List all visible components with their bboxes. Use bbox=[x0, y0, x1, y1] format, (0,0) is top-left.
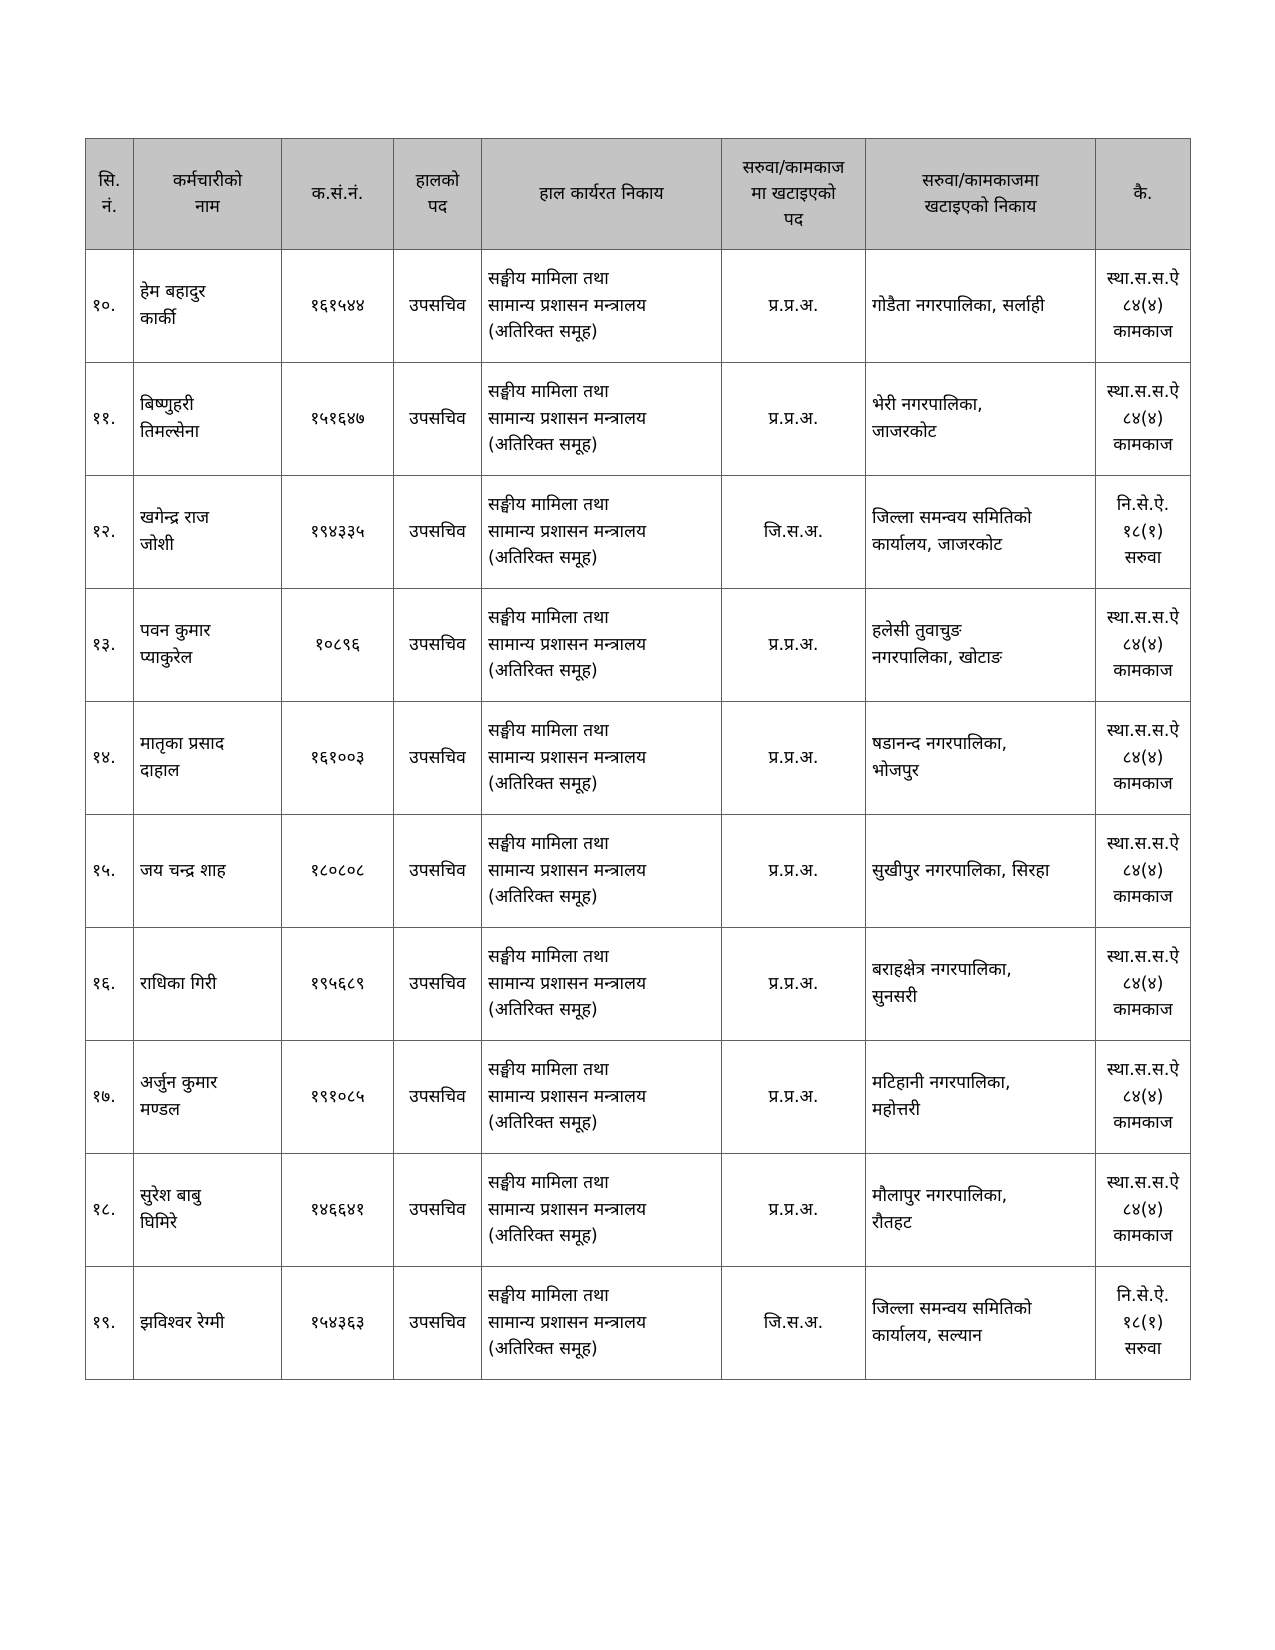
cell-serial-number: १०. bbox=[86, 250, 134, 363]
employee-transfer-table bbox=[85, 138, 1191, 1380]
transfer-office-line: रौतहट bbox=[872, 1213, 912, 1233]
transfer-office-line: जिल्ला समन्वय समितिको bbox=[872, 1299, 1032, 1320]
cell-employee-name bbox=[134, 476, 282, 589]
cell-serial-number: १२. bbox=[86, 476, 134, 589]
remark-line: ८४(४) bbox=[1122, 408, 1164, 429]
employee-name-line: हेम बहादुर bbox=[140, 282, 206, 303]
cell-remarks bbox=[1096, 363, 1191, 476]
current-office-line: (अतिरिक्त समूह) bbox=[488, 1113, 598, 1134]
cell-employee-id: १८०८०८ bbox=[282, 815, 394, 928]
cell-transfer-office bbox=[866, 250, 1096, 363]
remark-line: ८४(४) bbox=[1122, 1199, 1164, 1220]
cell-employee-name bbox=[134, 1267, 282, 1380]
current-office-line: सङ्घीय मामिला तथा bbox=[488, 947, 609, 968]
employee-name-line: राधिका गिरी bbox=[140, 973, 217, 994]
column-header-transfer-post bbox=[722, 139, 866, 250]
cell-serial-number: १७. bbox=[86, 1041, 134, 1154]
transfer-office-line: महोत्तरी bbox=[872, 1100, 921, 1120]
cell-transfer-office bbox=[866, 702, 1096, 815]
current-office-line: सामान्य प्रशासन मन्त्रालय bbox=[488, 973, 647, 994]
current-office-line: सङ्घीय मामिला तथा bbox=[488, 608, 609, 629]
cell-current-office bbox=[482, 363, 722, 476]
header-line: मा खटाइएको bbox=[751, 183, 836, 204]
cell-transfer-office bbox=[866, 1267, 1096, 1380]
cell-current-office bbox=[482, 476, 722, 589]
header-line: कै. bbox=[1133, 183, 1153, 204]
cell-current-office bbox=[482, 815, 722, 928]
cell-transfer-post: प्र.प्र.अ. bbox=[722, 250, 866, 363]
remark-line: ८४(४) bbox=[1122, 860, 1164, 881]
cell-employee-name bbox=[134, 815, 282, 928]
current-office-line: सङ्घीय मामिला तथा bbox=[488, 721, 609, 742]
transfer-office-line: मौलापुर नगरपालिका, bbox=[872, 1186, 1008, 1207]
employee-name-line: दाहाल bbox=[140, 761, 180, 781]
transfer-office-line: गोडैता नगरपालिका, सर्लाही bbox=[872, 295, 1045, 316]
employee-name-line: मण्डल bbox=[140, 1100, 181, 1120]
cell-employee-name bbox=[134, 928, 282, 1041]
current-office-line: सामान्य प्रशासन मन्त्रालय bbox=[488, 1199, 647, 1220]
current-office-line: सामान्य प्रशासन मन्त्रालय bbox=[488, 860, 647, 881]
current-office-line: (अतिरिक्त समूह) bbox=[488, 548, 598, 569]
current-office-line: सामान्य प्रशासन मन्त्रालय bbox=[488, 747, 647, 768]
cell-employee-name bbox=[134, 702, 282, 815]
cell-serial-number: ११. bbox=[86, 363, 134, 476]
cell-remarks bbox=[1096, 589, 1191, 702]
remark-line: १८(१) bbox=[1122, 521, 1164, 542]
remark-line: ८४(४) bbox=[1122, 634, 1164, 655]
header-line: सरुवा/कामकाज bbox=[742, 157, 845, 178]
cell-transfer-post: जि.स.अ. bbox=[722, 1267, 866, 1380]
current-office-line: सामान्य प्रशासन मन्त्रालय bbox=[488, 1312, 647, 1333]
cell-transfer-post: प्र.प्र.अ. bbox=[722, 815, 866, 928]
cell-employee-id: १६१००३ bbox=[282, 702, 394, 815]
column-header-serial-number bbox=[86, 139, 134, 250]
cell-current-post: उपसचिव bbox=[394, 815, 482, 928]
employee-name-line: खगेन्द्र राज bbox=[140, 508, 210, 529]
transfer-office-line: षडानन्द नगरपालिका, bbox=[872, 734, 1008, 755]
remark-line: कामकाज bbox=[1113, 1000, 1173, 1021]
remark-line: सरुवा bbox=[1124, 548, 1162, 569]
cell-transfer-office bbox=[866, 928, 1096, 1041]
cell-transfer-office bbox=[866, 815, 1096, 928]
remark-line: ८४(४) bbox=[1122, 295, 1164, 316]
cell-serial-number: १९. bbox=[86, 1267, 134, 1380]
cell-current-post: उपसचिव bbox=[394, 250, 482, 363]
cell-transfer-office bbox=[866, 589, 1096, 702]
cell-transfer-post: प्र.प्र.अ. bbox=[722, 363, 866, 476]
remark-line: कामकाज bbox=[1113, 774, 1173, 795]
remark-line: कामकाज bbox=[1113, 887, 1173, 908]
current-office-line: सङ्घीय मामिला तथा bbox=[488, 1286, 609, 1307]
current-office-line: (अतिरिक्त समूह) bbox=[488, 1339, 598, 1360]
column-header-remarks bbox=[1096, 139, 1191, 250]
employee-name-line: बिष्णुहरी bbox=[140, 395, 194, 416]
table-row bbox=[86, 250, 1191, 363]
remark-line: स्था.स.स.ऐ bbox=[1106, 382, 1180, 403]
cell-employee-id: १४६६४१ bbox=[282, 1154, 394, 1267]
cell-current-post: उपसचिव bbox=[394, 476, 482, 589]
transfer-office-line: कार्यालय, सल्यान bbox=[872, 1326, 983, 1346]
transfer-office-line: भोजपुर bbox=[872, 761, 919, 781]
cell-employee-name bbox=[134, 589, 282, 702]
cell-transfer-post: प्र.प्र.अ. bbox=[722, 589, 866, 702]
cell-employee-name bbox=[134, 1154, 282, 1267]
employee-name-line: जोशी bbox=[140, 535, 174, 555]
current-office-line: सङ्घीय मामिला तथा bbox=[488, 269, 609, 290]
header-line: पद bbox=[427, 197, 448, 217]
cell-serial-number: १८. bbox=[86, 1154, 134, 1267]
transfer-office-line: जाजरकोट bbox=[872, 422, 937, 442]
transfer-office-line: सुखीपुर नगरपालिका, सिरहा bbox=[872, 860, 1050, 881]
current-office-line: (अतिरिक्त समूह) bbox=[488, 774, 598, 795]
cell-current-post: उपसचिव bbox=[394, 1267, 482, 1380]
cell-current-office bbox=[482, 928, 722, 1041]
remark-line: सरुवा bbox=[1124, 1339, 1162, 1360]
employee-name-line: अर्जुन कुमार bbox=[140, 1073, 218, 1094]
cell-current-post: उपसचिव bbox=[394, 589, 482, 702]
cell-remarks bbox=[1096, 1267, 1191, 1380]
header-line: पद bbox=[783, 210, 804, 231]
current-office-line: सङ्घीय मामिला तथा bbox=[488, 495, 609, 516]
cell-remarks bbox=[1096, 928, 1191, 1041]
employee-name-line: सुरेश बाबु bbox=[140, 1186, 201, 1207]
remark-line: १८(१) bbox=[1122, 1312, 1164, 1333]
current-office-line: सामान्य प्रशासन मन्त्रालय bbox=[488, 521, 647, 542]
cell-serial-number: १६. bbox=[86, 928, 134, 1041]
cell-current-post: उपसचिव bbox=[394, 928, 482, 1041]
header-row bbox=[86, 139, 1191, 250]
cell-employee-id: १६१५४४ bbox=[282, 250, 394, 363]
table-row bbox=[86, 476, 1191, 589]
remark-line: नि.से.ऐ. bbox=[1116, 1286, 1170, 1307]
cell-remarks bbox=[1096, 815, 1191, 928]
cell-remarks bbox=[1096, 1041, 1191, 1154]
table-body bbox=[86, 250, 1191, 1380]
cell-current-office bbox=[482, 702, 722, 815]
employee-name-line: घिमिरे bbox=[140, 1213, 178, 1233]
cell-serial-number: १४. bbox=[86, 702, 134, 815]
current-office-line: सङ्घीय मामिला तथा bbox=[488, 834, 609, 855]
remark-line: कामकाज bbox=[1113, 322, 1173, 343]
current-office-line: सङ्घीय मामिला तथा bbox=[488, 382, 609, 403]
transfer-office-line: सुनसरी bbox=[872, 987, 918, 1007]
remark-line: कामकाज bbox=[1113, 1113, 1173, 1134]
cell-transfer-post: जि.स.अ. bbox=[722, 476, 866, 589]
cell-transfer-office bbox=[866, 363, 1096, 476]
current-office-line: सङ्घीय मामिला तथा bbox=[488, 1173, 609, 1194]
cell-remarks bbox=[1096, 702, 1191, 815]
column-header-current-office bbox=[482, 139, 722, 250]
cell-current-office bbox=[482, 250, 722, 363]
cell-transfer-post: प्र.प्र.अ. bbox=[722, 1041, 866, 1154]
cell-transfer-office bbox=[866, 1041, 1096, 1154]
current-office-line: सङ्घीय मामिला तथा bbox=[488, 1060, 609, 1081]
column-header-transfer-office bbox=[866, 139, 1096, 250]
cell-transfer-post: प्र.प्र.अ. bbox=[722, 1154, 866, 1267]
employee-name-line: झविश्वर रेग्मी bbox=[140, 1312, 225, 1333]
remark-line: ८४(४) bbox=[1122, 747, 1164, 768]
cell-remarks bbox=[1096, 250, 1191, 363]
cell-current-office bbox=[482, 1267, 722, 1380]
table-row bbox=[86, 1267, 1191, 1380]
current-office-line: (अतिरिक्त समूह) bbox=[488, 1226, 598, 1247]
employee-name-line: कार्की bbox=[140, 309, 176, 329]
column-header-current-post bbox=[394, 139, 482, 250]
transfer-office-line: भेरी नगरपालिका, bbox=[872, 395, 983, 416]
header-line: नाम bbox=[195, 197, 220, 217]
cell-employee-id: १५१६४७ bbox=[282, 363, 394, 476]
cell-current-office bbox=[482, 1041, 722, 1154]
current-office-line: सामान्य प्रशासन मन्त्रालय bbox=[488, 634, 647, 655]
table-row bbox=[86, 1154, 1191, 1267]
table-row bbox=[86, 928, 1191, 1041]
employee-name-line: पवन कुमार bbox=[140, 621, 211, 642]
transfer-office-line: कार्यालय, जाजरकोट bbox=[872, 535, 1003, 555]
current-office-line: (अतिरिक्त समूह) bbox=[488, 1000, 598, 1021]
cell-employee-name bbox=[134, 363, 282, 476]
header-line: सि. bbox=[98, 170, 121, 191]
remark-line: स्था.स.स.ऐ bbox=[1106, 1173, 1180, 1194]
current-office-line: (अतिरिक्त समूह) bbox=[488, 661, 598, 682]
cell-remarks bbox=[1096, 476, 1191, 589]
table-row bbox=[86, 589, 1191, 702]
transfer-office-line: हलेसी तुवाचुङ bbox=[872, 621, 962, 642]
current-office-line: सामान्य प्रशासन मन्त्रालय bbox=[488, 408, 647, 429]
remark-line: स्था.स.स.ऐ bbox=[1106, 721, 1180, 742]
table-row bbox=[86, 815, 1191, 928]
remark-line: स्था.स.स.ऐ bbox=[1106, 947, 1180, 968]
cell-current-post: उपसचिव bbox=[394, 702, 482, 815]
current-office-line: (अतिरिक्त समूह) bbox=[488, 322, 598, 343]
header-line: सरुवा/कामकाजमा bbox=[922, 170, 1039, 191]
table-row bbox=[86, 363, 1191, 476]
remark-line: स्था.स.स.ऐ bbox=[1106, 834, 1180, 855]
remark-line: कामकाज bbox=[1113, 435, 1173, 456]
remark-line: ८४(४) bbox=[1122, 973, 1164, 994]
table-header bbox=[86, 139, 1191, 250]
remark-line: स्था.स.स.ऐ bbox=[1106, 608, 1180, 629]
cell-employee-id: १५४३६३ bbox=[282, 1267, 394, 1380]
cell-employee-name bbox=[134, 250, 282, 363]
remark-line: ८४(४) bbox=[1122, 1086, 1164, 1107]
transfer-office-line: मटिहानी नगरपालिका, bbox=[872, 1073, 1011, 1094]
header-line: हालको bbox=[415, 170, 460, 191]
table-row bbox=[86, 1041, 1191, 1154]
cell-serial-number: १३. bbox=[86, 589, 134, 702]
remark-line: स्था.स.स.ऐ bbox=[1106, 1060, 1180, 1081]
cell-current-office bbox=[482, 589, 722, 702]
remark-line: नि.से.ऐ. bbox=[1116, 495, 1170, 516]
cell-employee-id: १०८९६ bbox=[282, 589, 394, 702]
current-office-line: (अतिरिक्त समूह) bbox=[488, 887, 598, 908]
current-office-line: सामान्य प्रशासन मन्त्रालय bbox=[488, 1086, 647, 1107]
cell-current-post: उपसचिव bbox=[394, 1154, 482, 1267]
table-row bbox=[86, 702, 1191, 815]
remark-line: कामकाज bbox=[1113, 661, 1173, 682]
cell-current-post: उपसचिव bbox=[394, 363, 482, 476]
employee-name-line: मातृका प्रसाद bbox=[140, 734, 225, 755]
header-line: नं. bbox=[101, 197, 118, 217]
header-line: हाल कार्यरत निकाय bbox=[539, 183, 664, 204]
header-line: क.सं.नं. bbox=[311, 183, 364, 204]
current-office-line: (अतिरिक्त समूह) bbox=[488, 435, 598, 456]
remark-line: कामकाज bbox=[1113, 1226, 1173, 1247]
cell-transfer-office bbox=[866, 476, 1096, 589]
employee-name-line: जय चन्द्र शाह bbox=[140, 860, 226, 881]
cell-employee-id: १९५६८९ bbox=[282, 928, 394, 1041]
cell-transfer-post: प्र.प्र.अ. bbox=[722, 702, 866, 815]
employee-name-line: प्याकुरेल bbox=[140, 648, 193, 668]
cell-employee-id: १९१०८५ bbox=[282, 1041, 394, 1154]
remark-line: स्था.स.स.ऐ bbox=[1106, 269, 1180, 290]
cell-employee-name bbox=[134, 1041, 282, 1154]
column-header-employee-name bbox=[134, 139, 282, 250]
transfer-office-line: नगरपालिका, खोटाङ bbox=[872, 648, 1003, 668]
employee-name-line: तिमल्सेना bbox=[140, 422, 200, 442]
cell-employee-id: १९४३३५ bbox=[282, 476, 394, 589]
cell-serial-number: १५. bbox=[86, 815, 134, 928]
header-line: कर्मचारीको bbox=[172, 170, 243, 191]
transfer-office-line: बराहक्षेत्र नगरपालिका, bbox=[872, 960, 1012, 981]
cell-transfer-post: प्र.प्र.अ. bbox=[722, 928, 866, 1041]
cell-current-post: उपसचिव bbox=[394, 1041, 482, 1154]
header-line: खटाइएको निकाय bbox=[924, 197, 1037, 217]
cell-remarks bbox=[1096, 1154, 1191, 1267]
transfer-office-line: जिल्ला समन्वय समितिको bbox=[872, 508, 1032, 529]
cell-transfer-office bbox=[866, 1154, 1096, 1267]
column-header-employee-id bbox=[282, 139, 394, 250]
current-office-line: सामान्य प्रशासन मन्त्रालय bbox=[488, 295, 647, 316]
cell-current-office bbox=[482, 1154, 722, 1267]
